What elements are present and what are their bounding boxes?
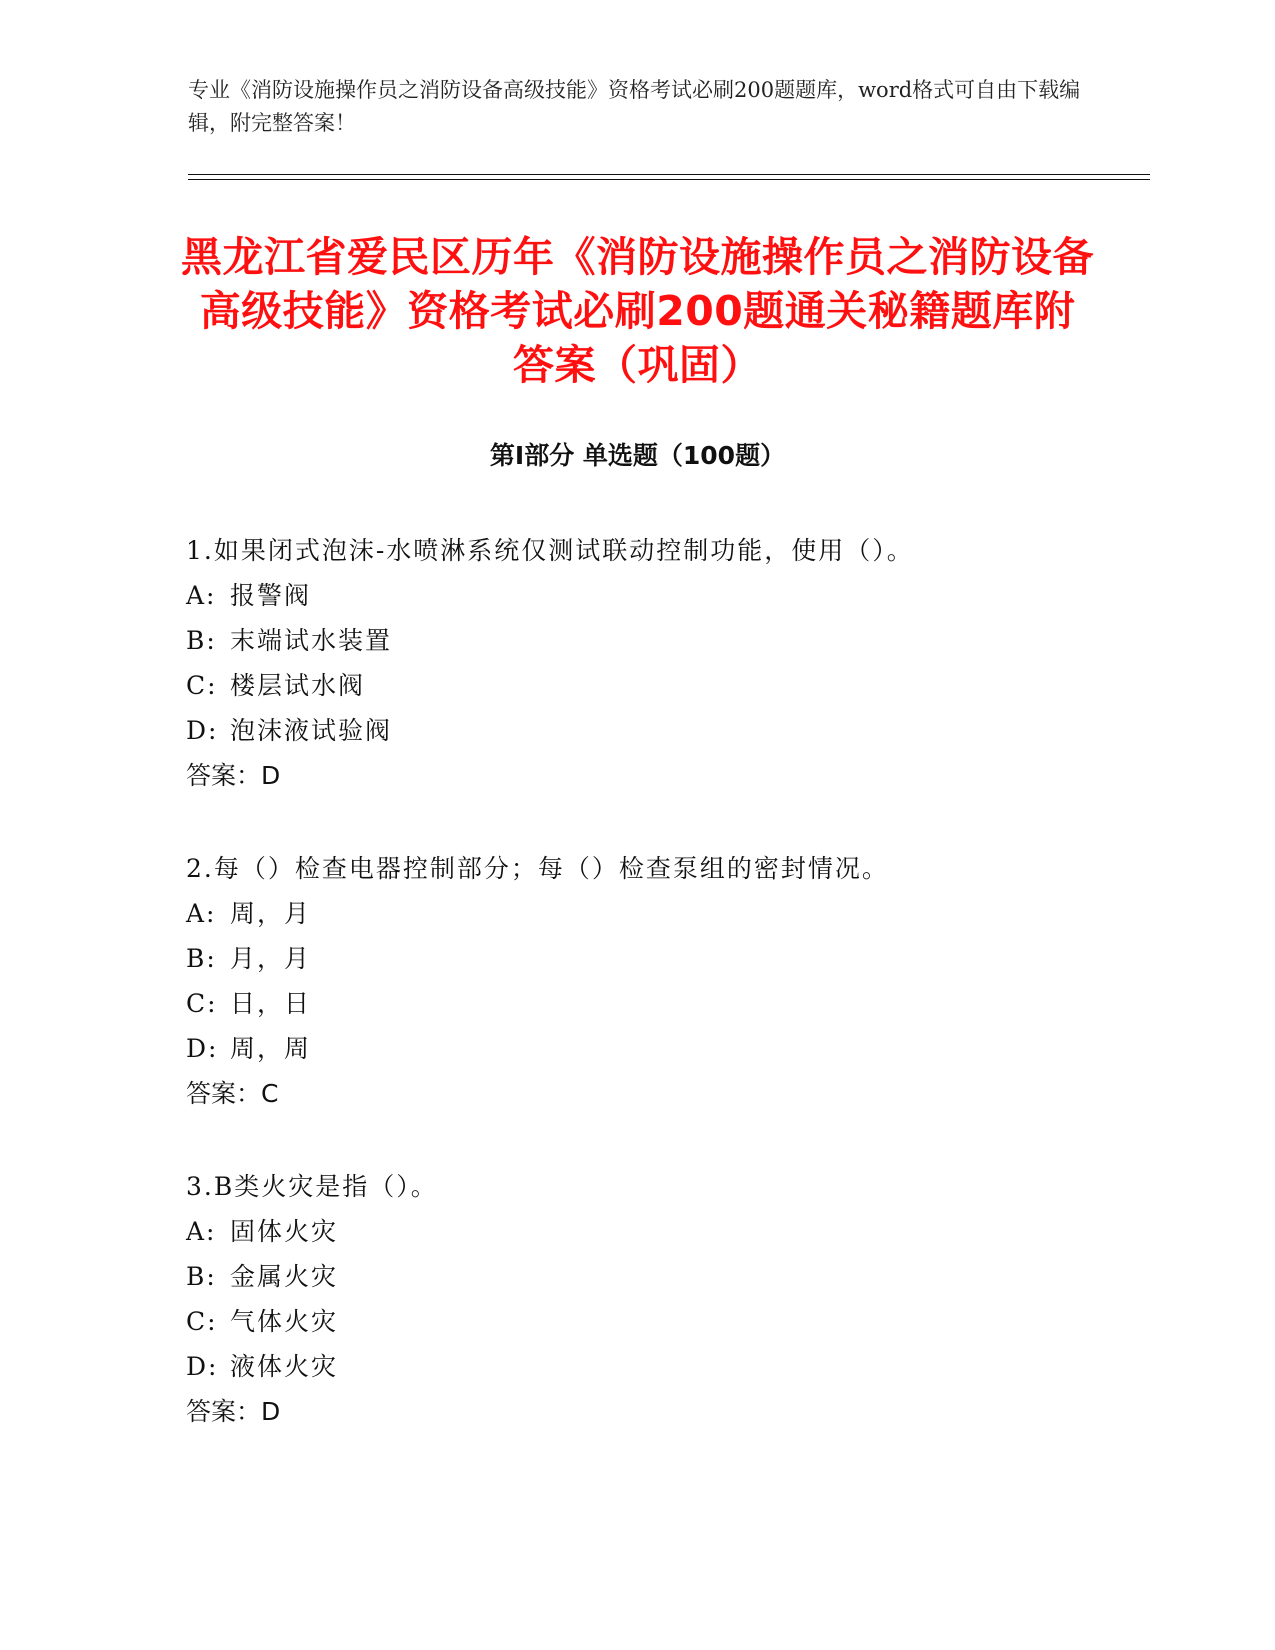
option-d xyxy=(186,1026,1136,1071)
option-a xyxy=(186,573,1136,618)
option-text: 日，日 xyxy=(230,989,312,1018)
option-key: A: xyxy=(186,899,217,928)
question-stem: 1.如果闭式泡沫-水喷淋系统仅测试联动控制功能，使用（）。 xyxy=(186,536,914,565)
header-divider-top xyxy=(188,174,1150,175)
option-key: D: xyxy=(186,1034,219,1063)
header-note: 专业《消防设施操作员之消防设备高级技能》资格考试必刷200题题库，word格式可自由下载编辑，附完整答案！ xyxy=(188,78,1081,135)
option-key: A: xyxy=(186,1217,217,1246)
option-c xyxy=(186,663,1136,708)
option-key: B: xyxy=(186,944,217,973)
option-text: 楼层试水阀 xyxy=(230,671,366,700)
option-c xyxy=(186,1299,1136,1344)
option-d xyxy=(186,708,1136,753)
question-block xyxy=(186,846,1136,1116)
option-key: C: xyxy=(186,989,218,1018)
question-block xyxy=(186,1164,1136,1434)
option-c xyxy=(186,981,1136,1026)
option-key: D: xyxy=(186,1352,219,1381)
option-text: 气体火灾 xyxy=(230,1307,339,1336)
answer-line: 答案：D xyxy=(186,1397,281,1426)
question-block xyxy=(186,528,1136,798)
option-text: 周，月 xyxy=(230,899,312,928)
option-key: D: xyxy=(186,716,219,745)
option-key: C: xyxy=(186,1307,218,1336)
section-title: 第Ⅰ部分 单选题（100题） xyxy=(489,441,786,470)
option-text: 末端试水装置 xyxy=(230,626,393,655)
option-b xyxy=(186,1254,1136,1299)
option-b xyxy=(186,618,1136,663)
header-divider-bottom xyxy=(188,179,1150,180)
option-d xyxy=(186,1344,1136,1389)
option-a xyxy=(186,1209,1136,1254)
option-key: C: xyxy=(186,671,218,700)
answer-line: 答案：D xyxy=(186,761,281,790)
option-text: 金属火灾 xyxy=(230,1262,339,1291)
option-key: B: xyxy=(186,1262,217,1291)
option-text: 固体火灾 xyxy=(230,1217,339,1246)
option-text: 月，月 xyxy=(230,944,312,973)
option-a xyxy=(186,891,1136,936)
document-title: 黑龙江省爱民区历年《消防设施操作员之消防设备高级技能》资格考试必刷200题通关秘籍题库附答案（巩固） xyxy=(181,233,1094,389)
answer-line: 答案：C xyxy=(186,1079,279,1108)
option-text: 报警阀 xyxy=(230,581,312,610)
option-text: 泡沫液试验阀 xyxy=(230,716,393,745)
option-text: 周，周 xyxy=(230,1034,312,1063)
question-stem: 2.每（）检查电器控制部分；每（）检查泵组的密封情况。 xyxy=(186,854,889,883)
question-stem: 3.B类火灾是指（）。 xyxy=(186,1172,438,1201)
option-key: B: xyxy=(186,626,217,655)
option-key: A: xyxy=(186,581,217,610)
option-b xyxy=(186,936,1136,981)
option-text: 液体火灾 xyxy=(230,1352,339,1381)
